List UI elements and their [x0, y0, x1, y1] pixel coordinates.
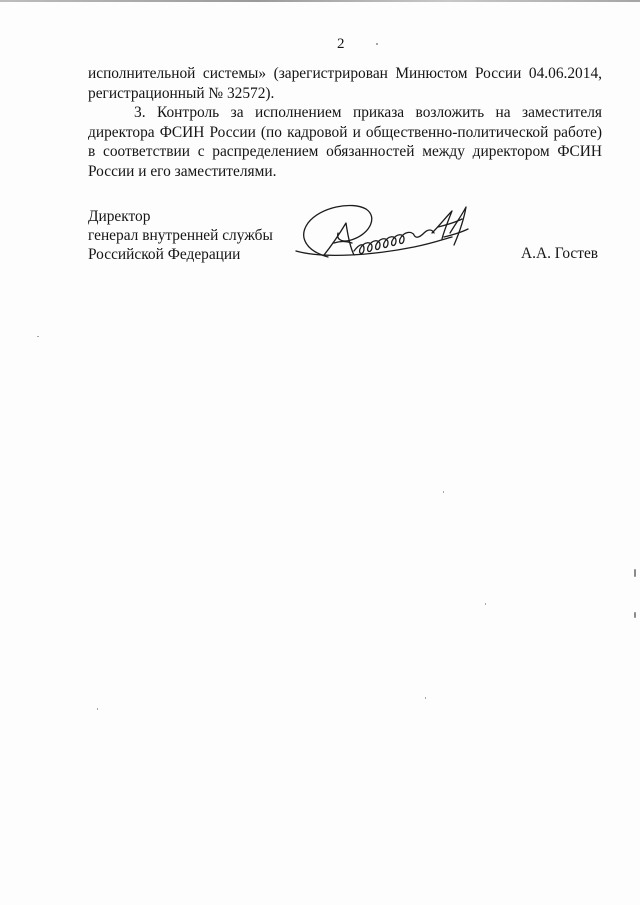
signatory-position: [88, 207, 273, 264]
scan-speck: [634, 612, 636, 618]
page-number: 2: [337, 36, 345, 52]
scan-speck: [425, 697, 426, 699]
signatory-name: А.А. Гостев: [521, 245, 599, 262]
position-line: Российской Федерации: [88, 246, 241, 263]
position-line: Директор: [88, 208, 151, 225]
scan-speck: [443, 491, 444, 493]
scan-speck: [634, 569, 636, 577]
scan-speck: [376, 43, 378, 45]
handwritten-signature: [294, 193, 484, 273]
document-body: [88, 64, 602, 181]
scan-speck: [37, 336, 39, 337]
scan-speck: [97, 708, 98, 710]
scan-speck: [485, 603, 486, 605]
position-line: генерал внутренней службы: [88, 227, 273, 244]
paragraph-item-3: 3. Контроль за исполнением приказа возложить на заместителя директора ФСИН России (по кадровой и общественно-политической работе) в соответствии с распределением обязанностей между директором ФСИН России и его заместителями.: [88, 104, 602, 180]
paragraph-continuation: исполнительной системы» (зарегистрирован Минюстом России 04.06.2014, регистрационный № 32572).: [88, 65, 602, 102]
page-top-edge: [0, 0, 640, 2]
